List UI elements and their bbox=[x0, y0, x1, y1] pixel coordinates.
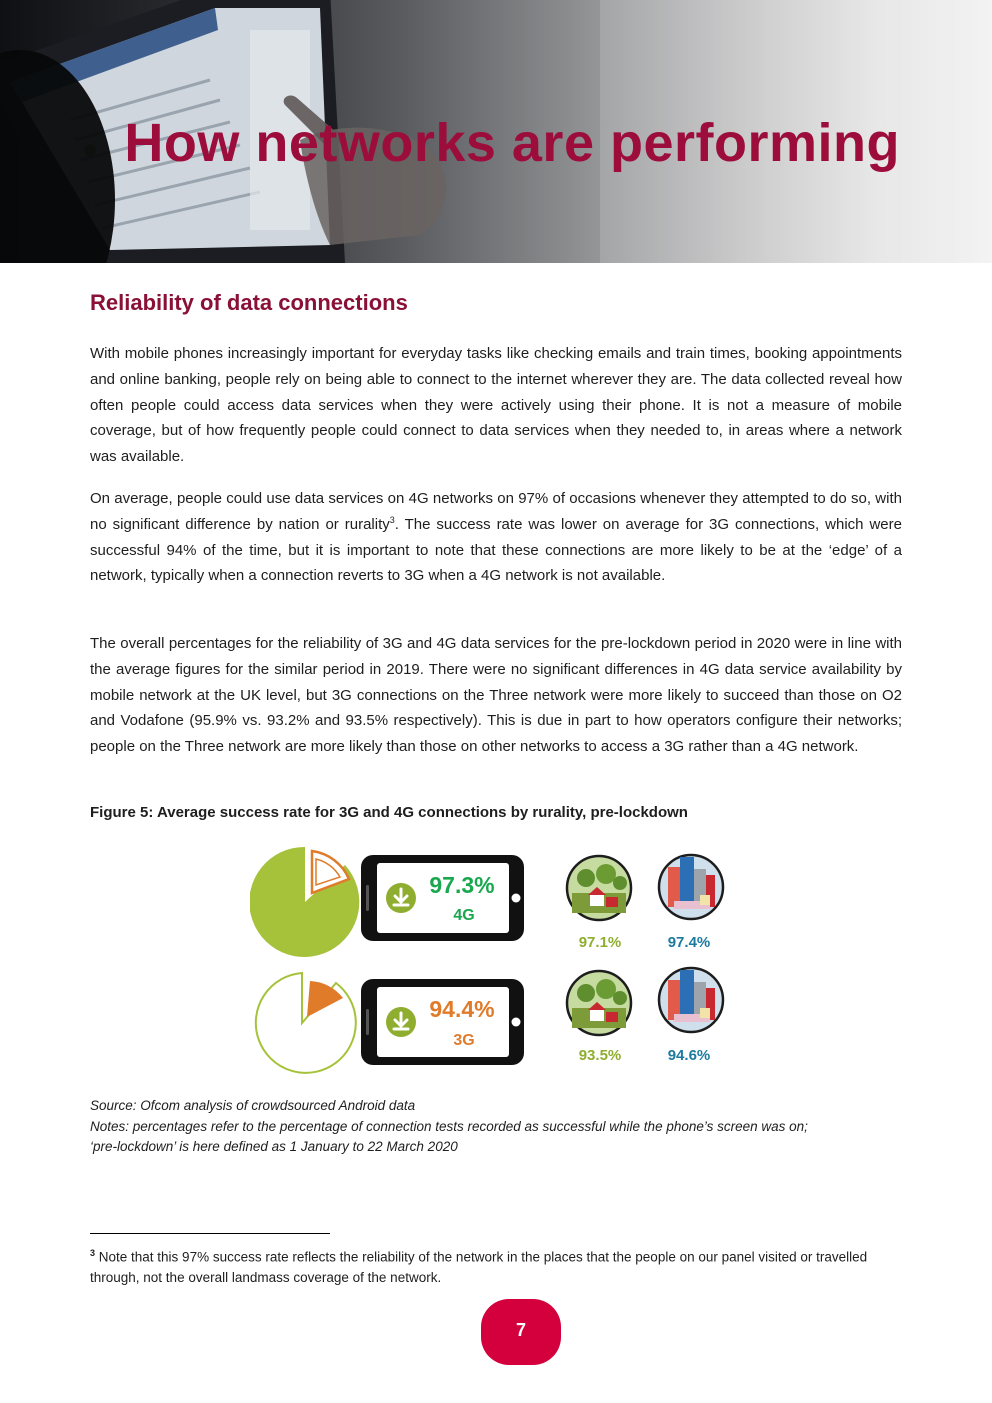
urban-4g-value: 97.4% bbox=[667, 934, 711, 951]
rural-4g-value: 97.1% bbox=[578, 934, 622, 951]
paragraph-1: With mobile phones increasingly important for everyday tasks like checking emails and train times, booking appointments and online banking, people rely on being able to connect to the internet wherever they are. The data collected reveal how often people could access data services when they were actively using their phone. It is not a measure of mobile coverage, but of how frequently people could connect to data services when they needed to, in areas where a network was available. bbox=[90, 345, 902, 466]
figure-source-notes bbox=[90, 1096, 810, 1158]
footnote-reference[interactable]: 3 bbox=[389, 514, 395, 525]
source-line: Source: Ofcom analysis of crowdsourced Android data bbox=[90, 1098, 416, 1113]
network-4g-label: 4G bbox=[453, 907, 475, 924]
pie-3g-icon bbox=[256, 973, 356, 1073]
page-title: How networks are performing bbox=[124, 113, 900, 173]
footnote-divider bbox=[90, 1233, 330, 1234]
figure-caption: Figure 5: Average success rate for 3G and 4G connections by rurality, pre-lockdown bbox=[90, 804, 688, 821]
percent-4g: 97.3% bbox=[429, 872, 495, 898]
urban-icon bbox=[659, 855, 723, 919]
section-heading: Reliability of data connections bbox=[90, 290, 408, 315]
footnote-number: 3 bbox=[90, 1248, 96, 1258]
pie-4g-icon bbox=[250, 847, 359, 957]
network-3g-label: 3G bbox=[453, 1032, 475, 1049]
phone-4g bbox=[361, 855, 524, 941]
paragraph-2-lead: On average, people could use data services on 4G networks on 97% of occasions whenever they attempted to do so, with no significant difference by nation or rurality bbox=[90, 490, 902, 533]
figure-5-infographic bbox=[250, 845, 750, 1075]
rural-icon bbox=[567, 856, 631, 920]
page-number: 7 bbox=[515, 1320, 526, 1340]
rural-3g-value: 93.5% bbox=[578, 1047, 622, 1064]
paragraph-2 bbox=[90, 486, 902, 589]
percent-3g: 94.4% bbox=[429, 996, 495, 1022]
header-banner bbox=[0, 0, 992, 263]
phone-3g bbox=[361, 979, 524, 1065]
urban-3g-value: 94.6% bbox=[667, 1047, 711, 1064]
paragraph-3: The overall percentages for the reliability of 3G and 4G data services for the pre-lockdown period in 2020 were in line with the average figures for the similar period in 2019. There were no significant differences in 4G data service availability by mobile network at the UK level, but 3G connections on the Three network were more likely to succeed than those on O2 and Vodafone (95.9% vs. 93.2% and 93.5% respectively). This is due in part to how operators configure their networks; people on the Three network are more likely than those on other networks to access a 3G rather than a 4G network. bbox=[90, 635, 902, 756]
paragraph-2-tail: . The success rate was lower on average for 3G connections, which were successful 94% of the time, but it is important to note that these connections are more likely to be at the ‘edge’ of a network, typically when a connection reverts to 3G when a 4G network is not available. bbox=[90, 515, 902, 585]
page-number-badge bbox=[481, 1299, 561, 1365]
footnote-text: Note that this 97% success rate reflects the reliability of the network in the places that the people on our panel visited or travelled through, not the overall landmass coverage of the network. bbox=[90, 1249, 868, 1285]
urban-icon bbox=[659, 968, 723, 1032]
rural-icon bbox=[567, 971, 631, 1035]
notes-line: Notes: percentages refer to the percentage of connection tests recorded as successful while the phone’s screen was on; ‘pre-lockdown’ is here defined as 1 January to 22 March 2020 bbox=[90, 1118, 808, 1154]
footnote bbox=[90, 1243, 905, 1289]
